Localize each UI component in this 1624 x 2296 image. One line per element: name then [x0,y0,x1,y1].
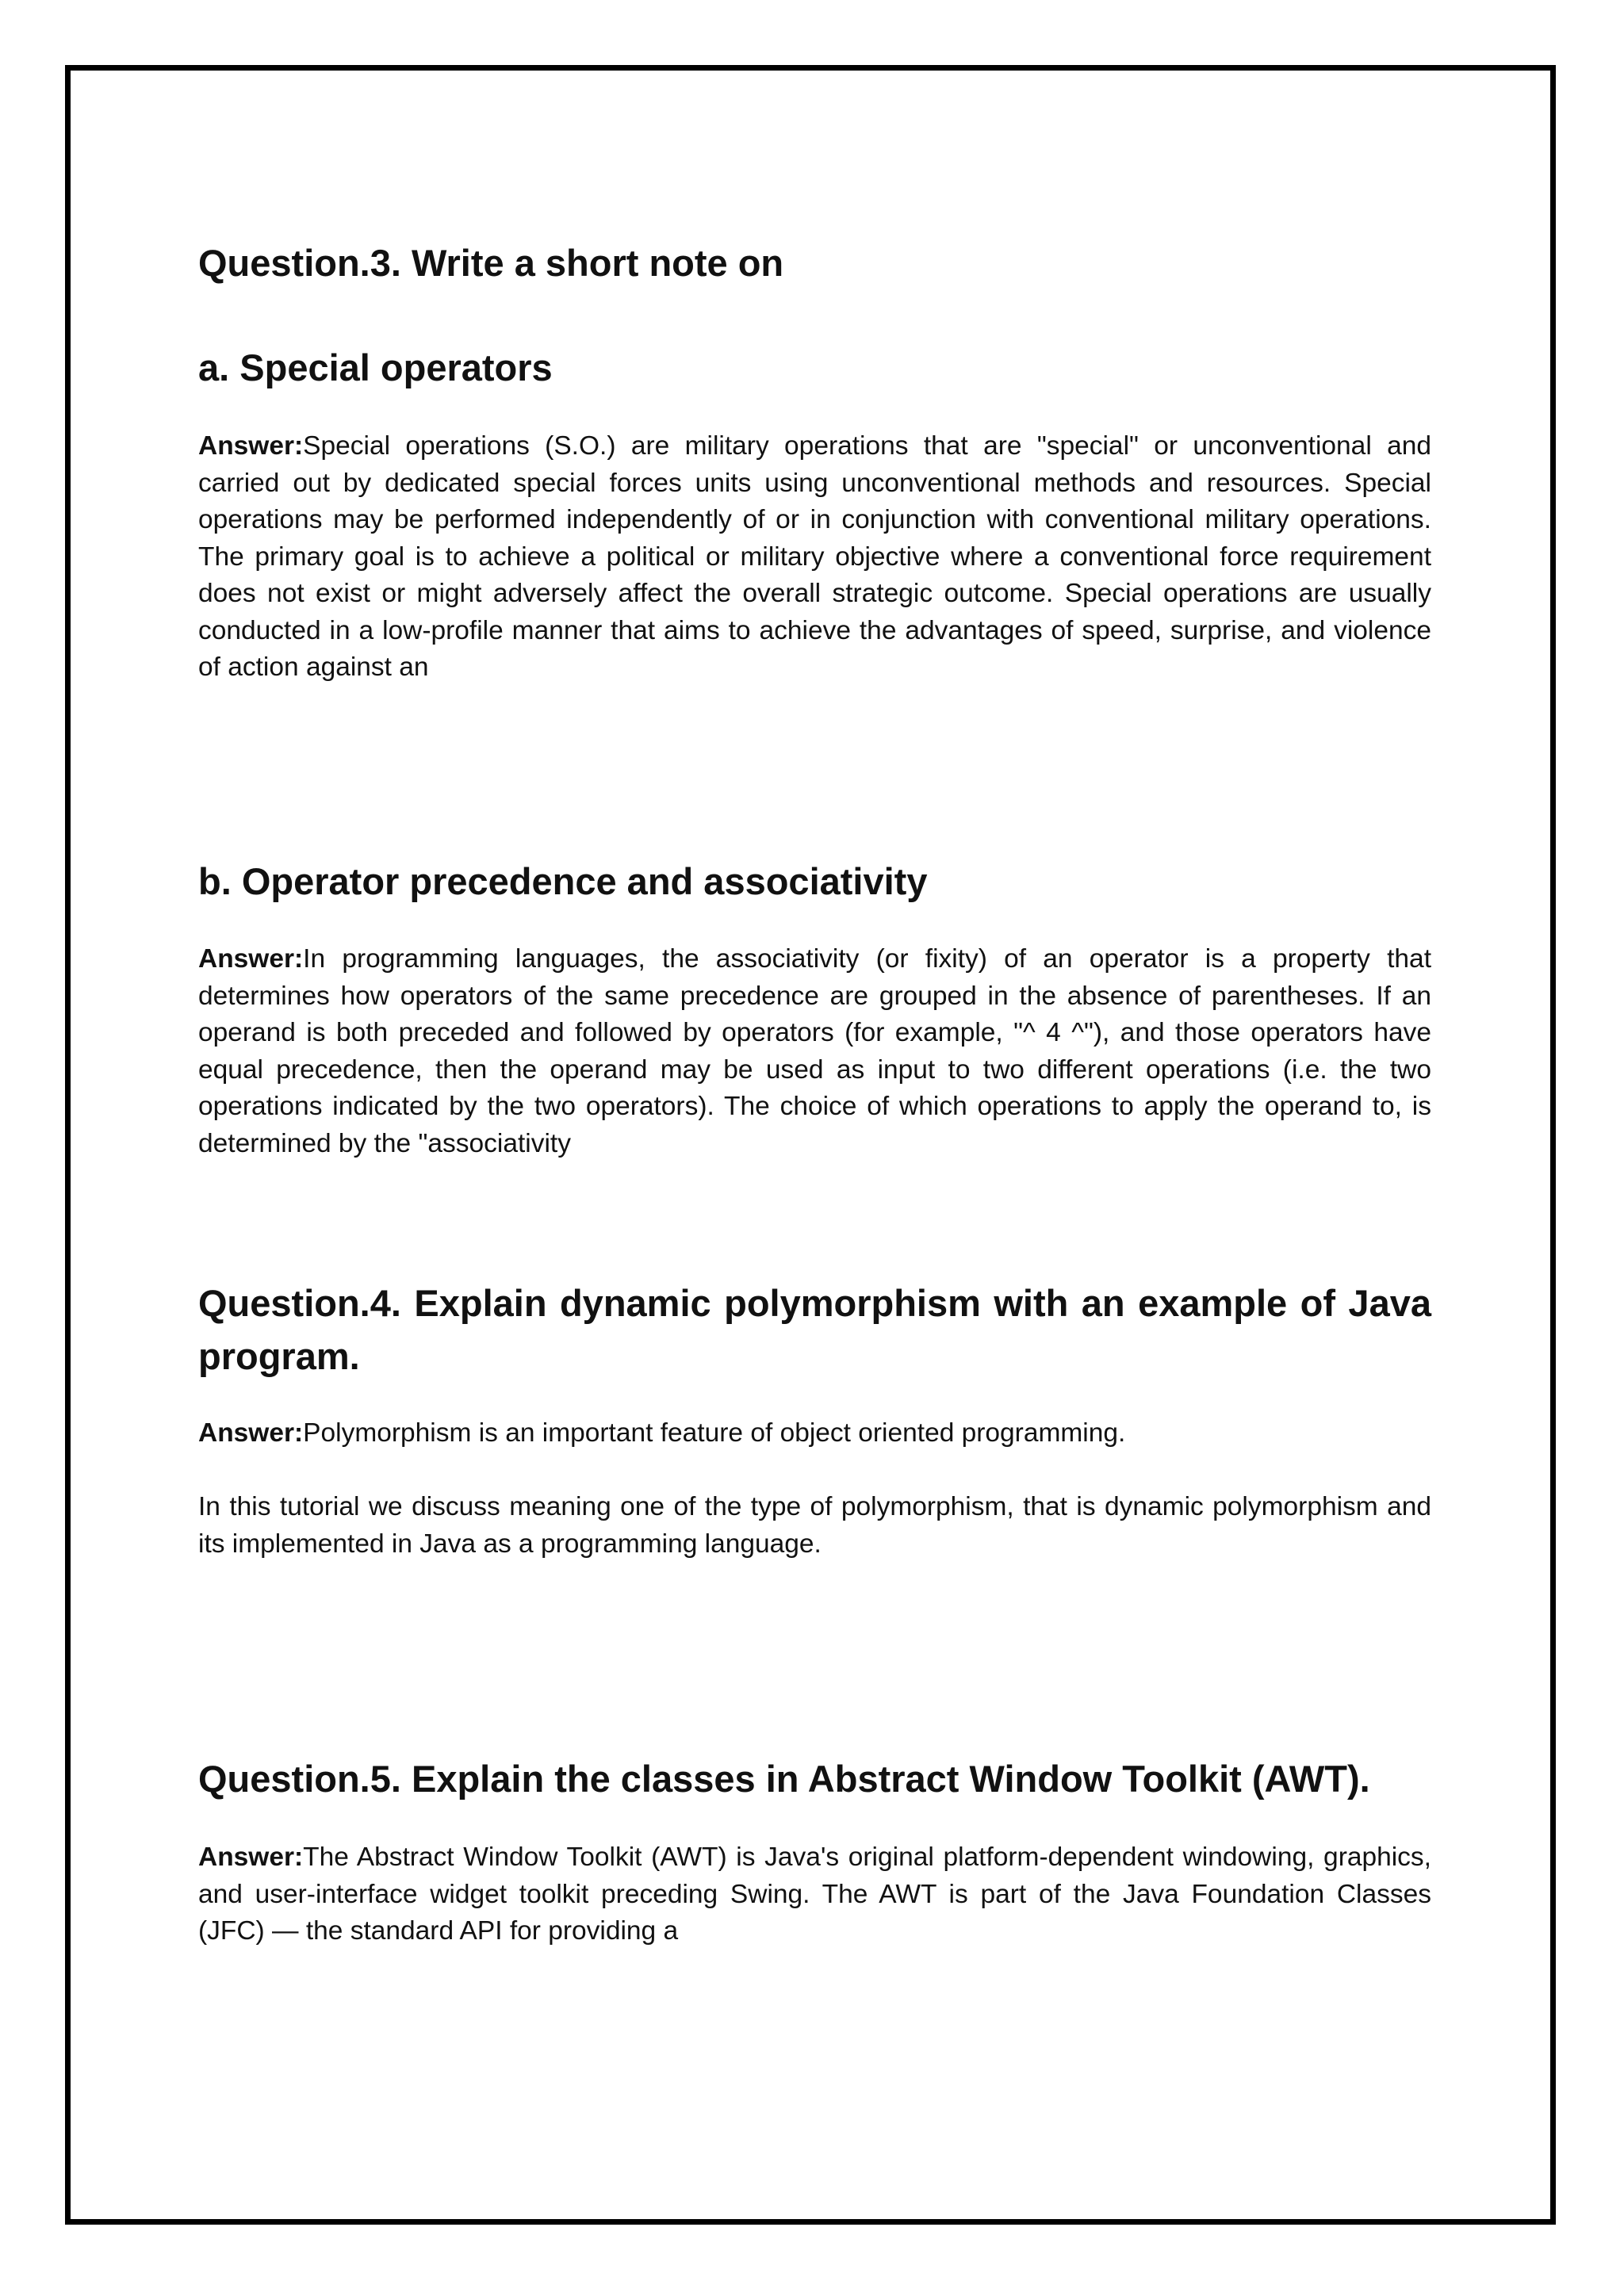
question-3-title: Question.3. Write a short note on [198,242,784,284]
answer-label: Answer: [198,431,304,461]
question-3a-heading: a. Special operators [198,346,553,388]
question-3a-answer [198,428,1431,687]
answer-text: The Abstract Window Toolkit (AWT) is Java's original platform-dependent windowing, graphics, and user-interface widget toolkit preceding Swing. The AWT is part of the Java Foundation Classes (JFC) — the standard API for providing a [198,1843,1431,1946]
answer-text: Special operations (S.O.) are military operations that are "special" or unconventional and carried out by dedicated special forces units using unconventional methods and resources. Special operations may be performed independently of or in conjunction with conventional military operations. The primary goal is to achieve a political or military objective where a conventional force requirement does not exist or might adversely affect the overall strategic outcome. Special operations are usually conducted in a low-profile manner that aims to achieve the advantages of speed, surprise, and violence of action against an [198,431,1431,682]
question-5-answer [198,1839,1431,1950]
answer-label: Answer: [198,1843,304,1872]
answer-text: Polymorphism is an important feature of object oriented programming. [303,1418,1126,1448]
answer-label: Answer: [198,944,304,974]
question-3b-answer [198,941,1431,1162]
answer-text: In programming languages, the associativity (or fixity) of an operator is a property that determines how operators of the same precedence are grouped in the absence of parentheses. If an operand is both preceded and followed by operators (for example, "^ 4 ^"), and those operators have equal precedence, then the operand may be used as input to two different operations (i.e. the two operations indicated by the two operators). The choice of which operations to apply the operand to, is determined by the "associativity [198,944,1431,1158]
question-3b-heading: b. Operator precedence and associativity [198,860,928,902]
question-5-title: Question.5. Explain the classes in Abstract Window Toolkit (AWT). [198,1758,1370,1800]
question-4-title: Question.4. Explain dynamic polymorphism with an example of Java program. [198,1282,1431,1377]
answer-label: Answer: [198,1418,304,1448]
question-4-extra: In this tutorial we discuss meaning one of the type of polymorphism, that is dynamic polymorphism and its implemented in Java as a programming language. [198,1492,1431,1559]
question-4-answer [198,1415,1431,1452]
